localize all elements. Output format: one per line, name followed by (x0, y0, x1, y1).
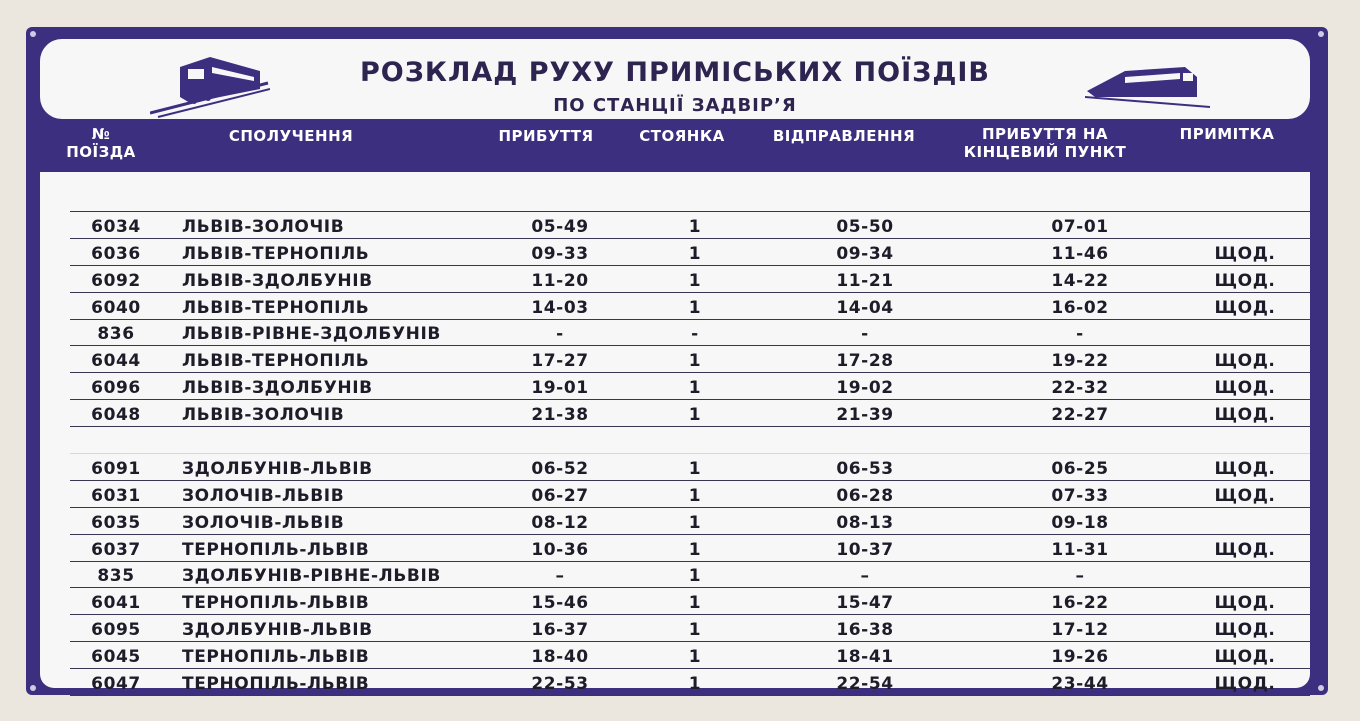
departure-time: 05-50 (836, 216, 894, 237)
title-panel (40, 39, 1310, 119)
route: ЛЬВІВ-ТЕРНОПІЛЬ (182, 351, 370, 372)
departure-time: 16-38 (836, 620, 894, 641)
departure-time: 11-21 (836, 270, 894, 291)
stop-duration: 1 (688, 620, 702, 641)
stop-duration: 1 (688, 243, 702, 264)
departure-time: 18-41 (836, 647, 894, 668)
note: ЩОД. (1214, 351, 1276, 372)
route: ТЕРНОПІЛЬ-ЛЬВІВ (182, 647, 370, 668)
stop-duration: 1 (688, 512, 702, 533)
final-arrival-time: 06-25 (1051, 458, 1109, 479)
arrival-time: 18-40 (531, 647, 589, 668)
final-arrival-time: 14-22 (1051, 270, 1109, 291)
final-arrival-time: 23-44 (1051, 674, 1109, 695)
screw-icon (1318, 31, 1324, 37)
page-title: РОЗКЛАД РУХУ ПРИМІСЬКИХ ПОЇЗДІВ (359, 57, 991, 88)
table-row (70, 239, 1310, 266)
route: ТЕРНОПІЛЬ-ЛЬВІВ (182, 674, 370, 695)
final-arrival-time: 19-26 (1051, 647, 1109, 668)
arrival-time: 17-27 (531, 351, 589, 372)
table-row (70, 642, 1310, 669)
screw-icon (1318, 685, 1324, 691)
train-number: 6045 (91, 647, 141, 668)
route: ТЕРНОПІЛЬ-ЛЬВІВ (182, 593, 370, 614)
col-route: СПОЛУЧЕННЯ (228, 127, 354, 145)
col-arrival: ПРИБУТТЯ (498, 127, 594, 145)
route: ЛЬВІВ-ТЕРНОПІЛЬ (182, 243, 370, 264)
train-number: 6091 (91, 458, 141, 479)
stop-duration: 1 (688, 351, 702, 372)
arrival-time: 06-27 (531, 485, 589, 506)
departure-time: 19-02 (836, 378, 894, 399)
note: ЩОД. (1214, 458, 1276, 479)
route: ТЕРНОПІЛЬ-ЛЬВІВ (182, 539, 370, 560)
table-row (70, 400, 1310, 427)
note: ЩОД. (1214, 297, 1276, 318)
table-row (70, 562, 1310, 589)
train-number: 6034 (91, 216, 141, 237)
stop-duration: 1 (688, 405, 702, 426)
arrival-time: 15-46 (531, 593, 589, 614)
arrival-time: 05-49 (531, 216, 589, 237)
departure-time: 09-34 (836, 243, 894, 264)
table-row (70, 588, 1310, 615)
table-row (70, 615, 1310, 642)
note: ЩОД. (1214, 270, 1276, 291)
arrival-time: 22-53 (531, 674, 589, 695)
arrival-time: 19-01 (531, 378, 589, 399)
arrival-time: - (556, 324, 564, 345)
train-number: 6031 (91, 485, 141, 506)
arrival-time: 16-37 (531, 620, 589, 641)
stop-duration: - (691, 324, 699, 345)
arrival-time: 21-38 (531, 405, 589, 426)
stop-duration: 1 (688, 216, 702, 237)
train-number: 6035 (91, 512, 141, 533)
departure-time: 14-04 (836, 297, 894, 318)
train-number: 835 (97, 566, 135, 587)
departure-time: 15-47 (836, 593, 894, 614)
departure-time: 08-13 (836, 512, 894, 533)
table-row (70, 669, 1310, 696)
arrival-time: 06-52 (531, 458, 589, 479)
train-number: 6036 (91, 243, 141, 264)
train-number: 6047 (91, 674, 141, 695)
train-number: 6095 (91, 620, 141, 641)
stop-duration: 1 (688, 647, 702, 668)
train-number: 836 (97, 324, 135, 345)
note: ЩОД. (1214, 674, 1276, 695)
route: ЛЬВІВ-РІВНЕ-ЗДОЛБУНІВ (182, 324, 441, 345)
departure-time: 21-39 (836, 405, 894, 426)
table-row (70, 427, 1310, 454)
route: ЛЬВІВ-ЗДОЛБУНІВ (182, 378, 373, 399)
col-final-arrival: ПРИБУТТЯ НА КІНЦЕВИЙ ПУНКТ (963, 125, 1127, 161)
route: ЛЬВІВ-ТЕРНОПІЛЬ (182, 297, 370, 318)
note: ЩОД. (1214, 593, 1276, 614)
table-row (70, 454, 1310, 481)
note: ЩОД. (1214, 647, 1276, 668)
route: ЗДОЛБУНІВ-ЛЬВІВ (182, 620, 373, 641)
table-row (70, 192, 1310, 212)
screw-icon (30, 685, 36, 691)
final-arrival-time: 22-27 (1051, 405, 1109, 426)
arrival-time: 09-33 (531, 243, 589, 264)
stop-duration: 1 (688, 674, 702, 695)
stop-duration: 1 (688, 458, 702, 479)
col-note: ПРИМІТКА (1179, 125, 1275, 143)
final-arrival-time: 11-31 (1051, 539, 1109, 560)
final-arrival-time: - (1076, 324, 1084, 345)
schedule-table (40, 172, 1310, 695)
note: ЩОД. (1214, 620, 1276, 641)
final-arrival-time: 11-46 (1051, 243, 1109, 264)
departure-time: 17-28 (836, 351, 894, 372)
table-row (70, 320, 1310, 347)
final-arrival-time: 19-22 (1051, 351, 1109, 372)
departure-time: 06-53 (836, 458, 894, 479)
table-row (70, 266, 1310, 293)
route: ЗДОЛБУНІВ-ЛЬВІВ (182, 458, 373, 479)
final-arrival-time: 16-22 (1051, 593, 1109, 614)
arrival-time: 11-20 (531, 270, 589, 291)
route: ЗОЛОЧІВ-ЛЬВІВ (182, 512, 345, 533)
final-arrival-time: 07-33 (1051, 485, 1109, 506)
table-row (70, 212, 1310, 239)
train-number: 6092 (91, 270, 141, 291)
route: ЛЬВІВ-ЗОЛОЧІВ (182, 216, 345, 237)
departure-time: – (860, 566, 870, 587)
col-stop: СТОЯНКА (639, 127, 725, 145)
stop-duration: 1 (688, 378, 702, 399)
table-row (70, 293, 1310, 320)
train-number: 6040 (91, 297, 141, 318)
final-arrival-time: – (1075, 566, 1085, 587)
train-number: 6096 (91, 378, 141, 399)
schedule-rows (70, 192, 1310, 696)
arrival-time: 14-03 (531, 297, 589, 318)
table-row (70, 508, 1310, 535)
stop-duration: 1 (688, 270, 702, 291)
note: ЩОД. (1214, 405, 1276, 426)
arrival-time: 10-36 (531, 539, 589, 560)
train-number: 6037 (91, 539, 141, 560)
stop-duration: 1 (688, 593, 702, 614)
stop-duration: 1 (688, 297, 702, 318)
arrival-time: – (555, 566, 565, 587)
table-row (70, 373, 1310, 400)
table-row (70, 346, 1310, 373)
table-row (70, 535, 1310, 562)
departure-time: 10-37 (836, 539, 894, 560)
note: ЩОД. (1214, 485, 1276, 506)
note: ЩОД. (1214, 539, 1276, 560)
departure-time: - (861, 324, 869, 345)
note: ЩОД. (1214, 243, 1276, 264)
route: ЛЬВІВ-ЗДОЛБУНІВ (182, 270, 373, 291)
final-arrival-time: 09-18 (1051, 512, 1109, 533)
col-departure: ВІДПРАВЛЕННЯ (772, 127, 916, 145)
arrival-time: 08-12 (531, 512, 589, 533)
route: ЗОЛОЧІВ-ЛЬВІВ (182, 485, 345, 506)
departure-time: 22-54 (836, 674, 894, 695)
route: ЛЬВІВ-ЗОЛОЧІВ (182, 405, 345, 426)
train-number: 6044 (91, 351, 141, 372)
note: ЩОД. (1214, 378, 1276, 399)
stop-duration: 1 (688, 485, 702, 506)
stop-duration: 1 (688, 566, 702, 587)
schedule-board (26, 27, 1328, 695)
train-number: 6041 (91, 593, 141, 614)
final-arrival-time: 16-02 (1051, 297, 1109, 318)
screw-icon (30, 31, 36, 37)
col-train-number: № ПОЇЗДА (66, 125, 136, 161)
stop-duration: 1 (688, 539, 702, 560)
train-number: 6048 (91, 405, 141, 426)
final-arrival-time: 22-32 (1051, 378, 1109, 399)
page-subtitle: ПО СТАНЦІЇ ЗАДВІР’Я (553, 95, 797, 116)
table-row (70, 481, 1310, 508)
departure-time: 06-28 (836, 485, 894, 506)
final-arrival-time: 07-01 (1051, 216, 1109, 237)
final-arrival-time: 17-12 (1051, 620, 1109, 641)
route: ЗДОЛБУНІВ-РІВНЕ-ЛЬВІВ (182, 566, 441, 587)
